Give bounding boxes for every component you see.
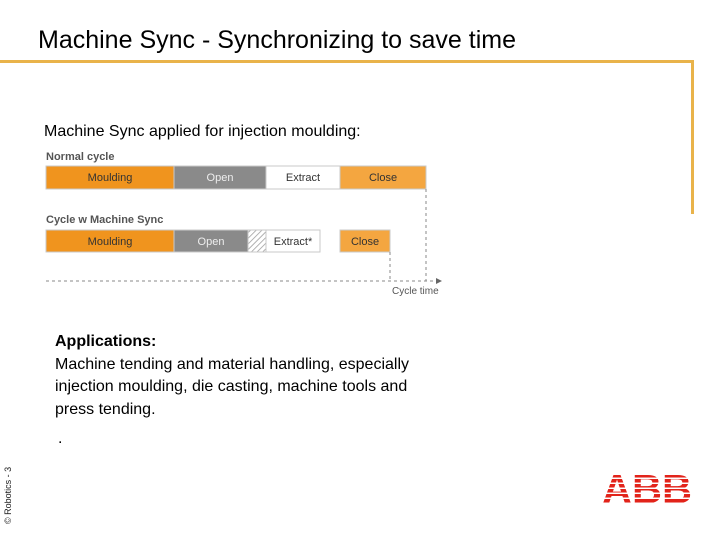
normal-open-label: Open (206, 172, 234, 184)
normal-cycle-bar (46, 166, 426, 189)
applications-line: press tending. (55, 400, 156, 418)
normal-extract-label: Extract (285, 172, 321, 184)
applications-heading: Applications: (55, 333, 157, 350)
applications-text (55, 331, 475, 421)
trailing-dot: . (58, 430, 63, 447)
abb-logo (600, 469, 694, 512)
sync-extract-label: Extract* (273, 236, 313, 248)
applications-line: Machine tending and material handling, especially (55, 355, 409, 373)
normal-moulding-label: Moulding (87, 172, 133, 184)
slide-subtitle: Machine Sync applied for injection moulding: (44, 123, 361, 140)
sync-cycle-bar (46, 230, 390, 252)
footer-copyright: © Robotics - 3 (3, 466, 13, 524)
sync-close-label: Close (350, 236, 380, 248)
machine-sync-diagram (40, 146, 460, 306)
normal-close-label: Close (368, 172, 398, 184)
applications-line: injection moulding, die casting, machine tools and (55, 378, 408, 395)
svg-text:ABB: ABB (602, 469, 692, 507)
cycle-time-label: Cycle time (392, 286, 439, 297)
side-divider (691, 60, 694, 214)
sync-open-label: Open (197, 236, 225, 248)
normal-cycle-label: Normal cycle (46, 151, 115, 163)
title-divider (0, 60, 694, 63)
sync-overlap-segment (248, 230, 266, 252)
slide-title: Machine Sync - Synchronizing to save time (38, 26, 516, 54)
sync-moulding-label: Moulding (87, 236, 133, 248)
sync-cycle-label: Cycle w Machine Sync (46, 214, 164, 226)
